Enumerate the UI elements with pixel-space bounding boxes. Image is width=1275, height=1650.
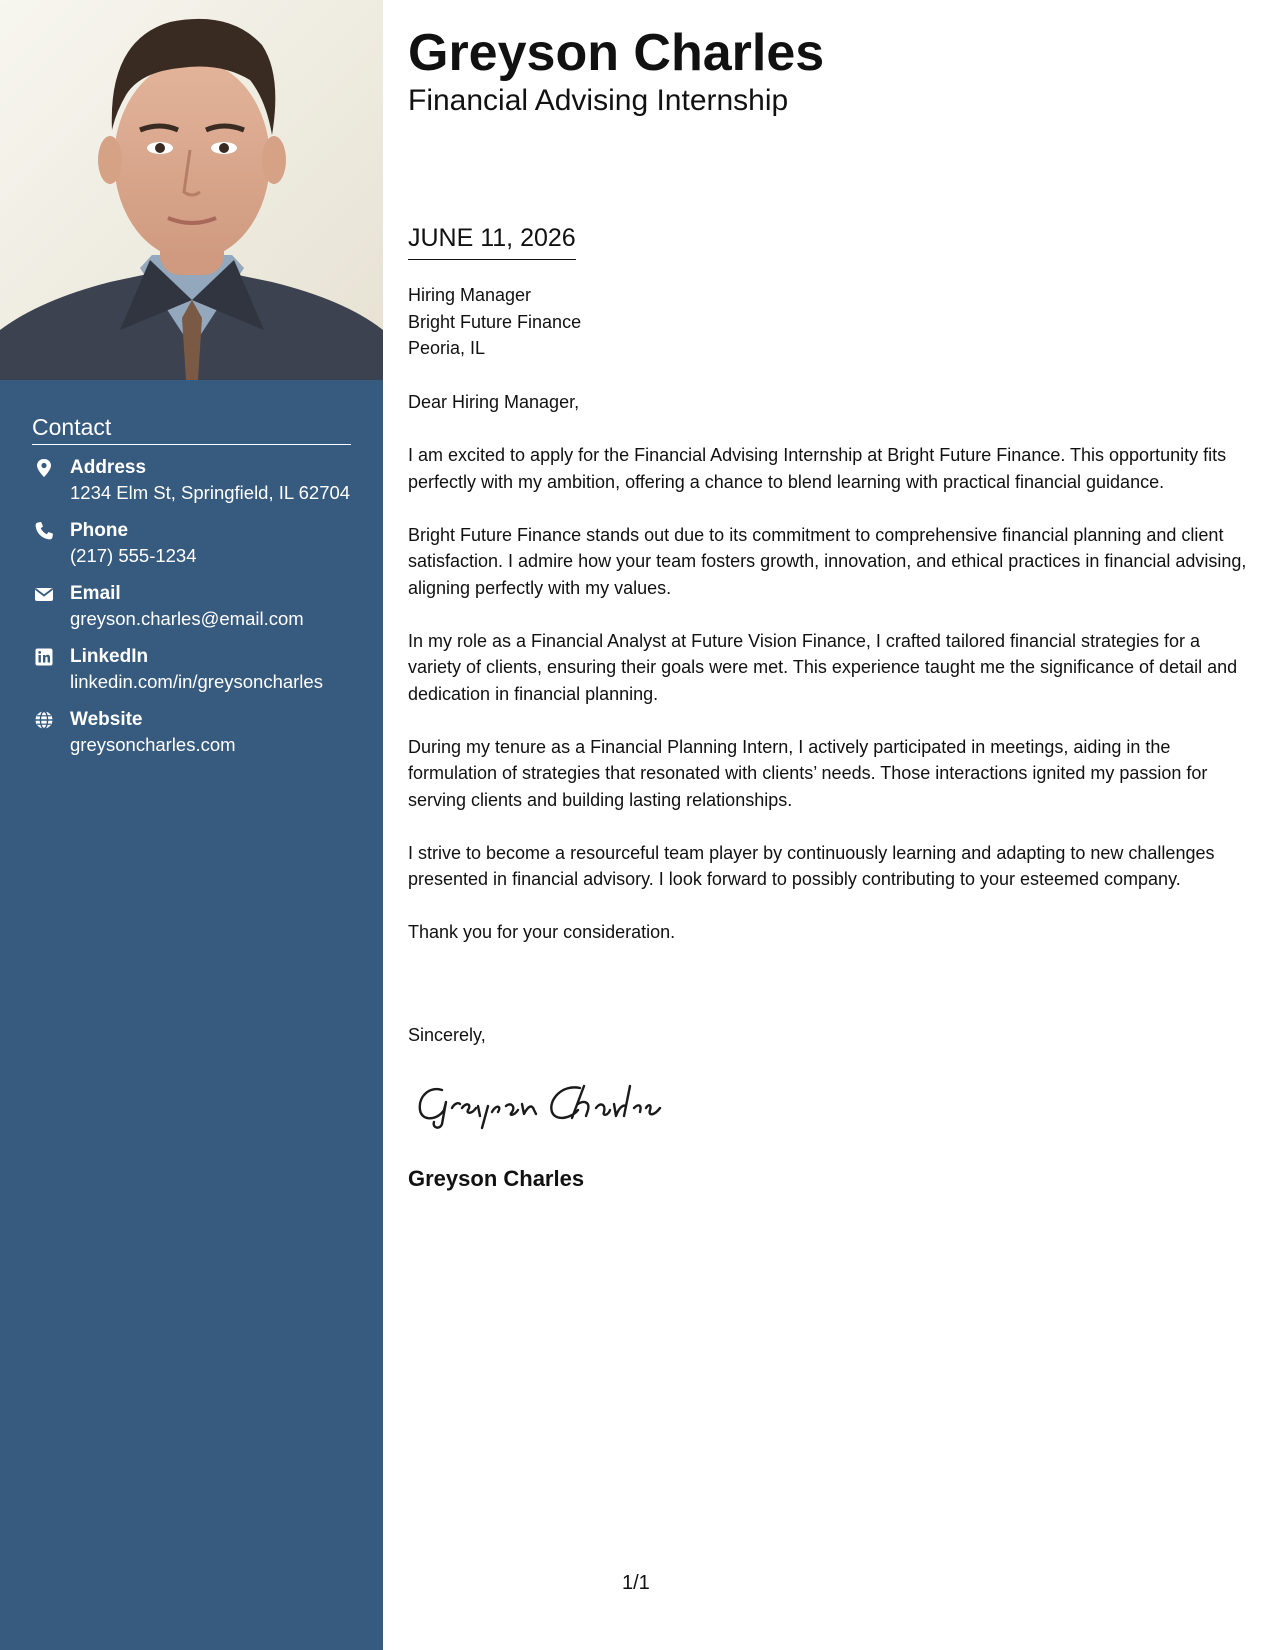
recipient-block <box>408 282 581 362</box>
sidebar <box>0 0 383 1650</box>
salutation: Dear Hiring Manager, <box>408 392 580 412</box>
paragraph: I am excited to apply for the Financial Advising Internship at Bright Future Finance. This opportunity fits perfectly with my ambition, offering a chance to blend learning with practical financial guidance. <box>408 445 1227 492</box>
paragraph: Thank you for your consideration. <box>408 922 676 942</box>
globe-icon <box>34 710 54 730</box>
contact-label: LinkedIn <box>70 646 149 667</box>
contact-list <box>32 456 362 771</box>
contact-label: Address <box>70 457 147 478</box>
letter-body <box>408 389 1248 972</box>
envelope-icon <box>34 584 54 604</box>
contact-item-address <box>32 456 362 519</box>
job-title: Financial Advising Internship <box>408 84 789 117</box>
recipient-line: Peoria, IL <box>408 338 486 358</box>
handwritten-signature <box>412 1078 672 1130</box>
recipient-line: Hiring Manager <box>408 285 532 305</box>
paragraph: During my tenure as a Financial Planning Intern, I actively participated in meetings, aiding in the formulation of strategies that resonated with clients’ needs. Those interactions ignited my passion for serving clients and building lasting relationships. <box>408 736 1208 810</box>
paragraph: I strive to become a resourceful team player by continuously learning and adapting to new challenges presented in financial advisory. I look forward to possibly contributing to your esteemed company. <box>408 842 1215 889</box>
applicant-name: Greyson Charles <box>408 24 825 82</box>
contact-label: Email <box>70 583 121 604</box>
letter-date: JUNE 11, 2026 <box>408 222 576 260</box>
page-number: 1/1 <box>622 1572 650 1594</box>
paragraph: In my role as a Financial Analyst at Future Vision Finance, I crafted tailored financial strategies for a variety of clients, ensuring their goals were met. This experience taught me the significance of detail and dedication in financial planning. <box>408 630 1238 704</box>
contact-label: Phone <box>70 520 129 541</box>
contact-value: greysoncharles.com <box>70 734 236 755</box>
contact-value: 1234 Elm St, Springfield, IL 62704 <box>70 482 351 503</box>
contact-value: (217) 555-1234 <box>70 545 197 566</box>
location-pin-icon <box>34 458 54 478</box>
phone-icon <box>34 521 54 541</box>
closing: Sincerely, <box>408 1025 486 1045</box>
signer-name: Greyson Charles <box>408 1166 585 1191</box>
recipient-line: Bright Future Finance <box>408 311 582 332</box>
contact-item-website <box>32 708 362 771</box>
contact-heading: Contact <box>32 412 351 445</box>
contact-value: greyson.charles@email.com <box>70 608 304 629</box>
contact-label: Website <box>70 709 143 730</box>
contact-item-email <box>32 582 362 645</box>
contact-value: linkedin.com/in/greysoncharles <box>70 671 323 692</box>
contact-item-linkedin <box>32 645 362 708</box>
paragraph: Bright Future Finance stands out due to its commitment to comprehensive financial planning and client satisfaction. I admire how your team fosters growth, innovation, and ethical practices in financial advising, aligning perfectly with my values. <box>408 524 1247 598</box>
linkedin-icon <box>34 647 54 667</box>
headshot-photo <box>0 0 383 380</box>
contact-item-phone <box>32 519 362 582</box>
